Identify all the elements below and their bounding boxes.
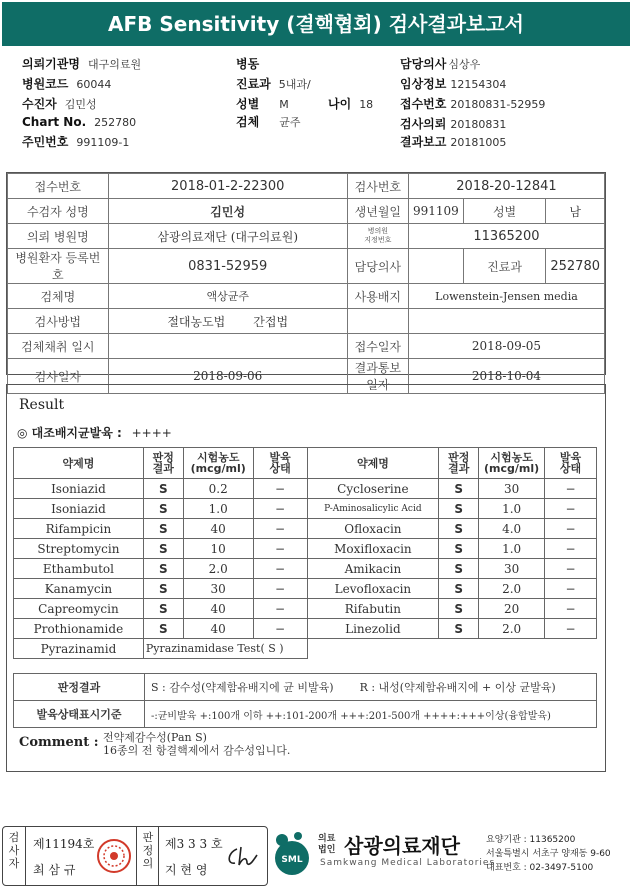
drug-result: S: [439, 619, 479, 639]
patient-sex: 남: [546, 199, 605, 224]
examiner-label: 검사자: [8, 831, 20, 870]
drug-result: S: [143, 479, 183, 499]
table-row: [14, 701, 597, 728]
drug-result: S: [143, 539, 183, 559]
report-date: 2018-10-04: [408, 359, 604, 394]
drug-name: Moxifloxacin: [307, 539, 439, 559]
header-field: 의뢰기관명 대구의료원: [22, 57, 142, 71]
drug-name: Pyrazinamid: [14, 639, 144, 659]
header-field: 검체 균주: [236, 115, 301, 129]
footer: [2, 826, 630, 888]
drug-result: S: [439, 519, 479, 539]
drug-growth: −: [545, 519, 597, 539]
column-header: 약제명: [14, 448, 144, 479]
examiner-name: 최 삼 규: [33, 863, 76, 877]
comment-text: 전약제감수성(Pan S) 16종의 전 항결핵제에서 감수성입니다.: [103, 731, 291, 757]
patient-name: 김민성: [108, 199, 347, 224]
drug-growth: −: [253, 479, 307, 499]
drug-conc: 2.0: [479, 579, 545, 599]
drug-name: Amikacin: [307, 559, 439, 579]
drug-conc: 4.0: [479, 519, 545, 539]
drug-result: S: [439, 599, 479, 619]
drug-conc: 10: [183, 539, 253, 559]
drug-growth: −: [253, 519, 307, 539]
table-row: [14, 599, 597, 619]
drug-conc: 2.0: [479, 619, 545, 639]
signature-box: [2, 826, 268, 886]
org-address: 서울특별시 서초구 양재동 9-60: [486, 849, 611, 859]
drug-conc: 40: [183, 619, 253, 639]
legend-label: 판정결과: [14, 674, 145, 701]
table-row: [14, 619, 597, 639]
legend-table: [13, 673, 597, 728]
receipt-date: 2018-09-05: [408, 334, 604, 359]
drug-result: S: [439, 479, 479, 499]
table-row: [8, 174, 605, 199]
header-field: 담당의사 심상우: [400, 57, 481, 71]
header-field: 병동: [236, 57, 260, 71]
drug-conc: 0.2: [183, 479, 253, 499]
drug-conc: 1.0: [479, 499, 545, 519]
column-header: 약제명: [307, 448, 439, 479]
table-row: [8, 224, 605, 249]
header-field: 병원코드 60044: [22, 77, 112, 91]
control-growth: ◎ 대조배지균발육 : ++++: [17, 426, 172, 440]
receipt-number: 2018-01-2-22300: [108, 174, 347, 199]
header-field: 수진자 김민성: [22, 97, 97, 111]
legend-label: 발육상태표시기준: [14, 701, 145, 728]
drug-conc: 30: [479, 559, 545, 579]
legend-value: -:균비발육 +:100개 이하 ++:101-200개 +++:201-500개 ++++:+++이상(융합발육): [145, 701, 597, 728]
drug-name: Cycloserine: [307, 479, 439, 499]
header-field: 주민번호 991109-1: [22, 135, 130, 149]
header-field-age: 나이 18: [328, 97, 374, 111]
drug-growth: −: [545, 499, 597, 519]
info-label: 수검자 성명: [8, 199, 109, 224]
drug-name: Isoniazid: [14, 479, 144, 499]
column-header: 발육 상태: [545, 448, 597, 479]
info-label: 결과통보일자: [347, 359, 408, 394]
table-row: [14, 639, 597, 659]
drug-result: S: [143, 619, 183, 639]
drug-name: Levofloxacin: [307, 579, 439, 599]
sml-text: SML: [281, 855, 303, 865]
drug-growth: −: [253, 599, 307, 619]
collection-date: [108, 334, 347, 359]
drug-name: Capreomycin: [14, 599, 144, 619]
drug-growth: −: [253, 539, 307, 559]
drug-name: Rifabutin: [307, 599, 439, 619]
table-row: [8, 199, 605, 224]
report-title: AFB Sensitivity (결핵협회) 검사결과보고서: [2, 2, 630, 46]
info-label: 접수번호: [8, 174, 109, 199]
registration-number: 0831-52959: [108, 249, 347, 284]
confirmer-name: 지 현 영: [165, 863, 208, 877]
drug-name: Kanamycin: [14, 579, 144, 599]
info-label: 진료과: [463, 249, 546, 284]
signature-icon: [225, 845, 261, 869]
info-label: 병원환자 등록번호: [8, 249, 109, 284]
org-name: 삼광의료재단: [344, 834, 460, 858]
table-row: [8, 249, 605, 284]
table-row: [14, 674, 597, 701]
drug-name: Linezolid: [307, 619, 439, 639]
drug-conc: 2.0: [183, 559, 253, 579]
header-field: 임상정보 12154304: [400, 77, 507, 91]
column-header: 시험농도 (mcg/ml): [183, 448, 253, 479]
drug-name: Ethambutol: [14, 559, 144, 579]
drug-name: Prothionamide: [14, 619, 144, 639]
header-field: 접수번호 20180831-52959: [400, 97, 546, 111]
pza-test: Pyrazinamidase Test( S ): [143, 639, 307, 659]
seal-icon: [95, 837, 133, 875]
info-label: 생년월일: [347, 199, 408, 224]
table-row: [14, 519, 597, 539]
table-row: [8, 309, 605, 334]
drug-growth: −: [253, 619, 307, 639]
drug-name: Isoniazid: [14, 499, 144, 519]
method: 절대농도법 간접법: [108, 309, 347, 334]
drug-result: S: [143, 579, 183, 599]
drug-result: S: [143, 519, 183, 539]
sml-logo-icon: [272, 830, 316, 878]
org-phone: 대표번호 : 02-3497-5100: [486, 863, 594, 873]
drug-growth: −: [253, 559, 307, 579]
doctor: [408, 249, 463, 284]
exam-date: 2018-09-06: [108, 359, 347, 394]
comment-label: Comment :: [19, 735, 99, 750]
drug-growth: −: [545, 479, 597, 499]
birth-date: 991109: [408, 199, 463, 224]
header-field: 성별 M: [236, 97, 289, 111]
drug-conc: 1.0: [479, 539, 545, 559]
column-header: 발육 상태: [253, 448, 307, 479]
info-label: 검체채취 일시: [8, 334, 109, 359]
column-header: 판정 결과: [143, 448, 183, 479]
drug-growth: −: [545, 559, 597, 579]
drug-conc: 20: [479, 599, 545, 619]
column-header: 시험농도 (mcg/ml): [479, 448, 545, 479]
info-label: 검사번호: [347, 174, 408, 199]
drug-result: S: [143, 499, 183, 519]
confirmer-label: 판정의: [142, 831, 154, 870]
drug-growth: −: [253, 579, 307, 599]
info-label: 사용배지: [347, 284, 408, 309]
drug-conc: 30: [183, 579, 253, 599]
drug-growth: −: [545, 619, 597, 639]
table-row: [14, 479, 597, 499]
info-label: 검체명: [8, 284, 109, 309]
info-label: 성별: [463, 199, 546, 224]
drug-growth: −: [545, 539, 597, 559]
drug-result: S: [439, 579, 479, 599]
legend-value: S : 감수성(약제함유배지에 균 비발육) R : 내성(약제함유배지에 + 이상 균발육): [145, 674, 597, 701]
result-section: [6, 384, 606, 772]
info-label: 검사방법: [8, 309, 109, 334]
drug-growth: −: [545, 579, 597, 599]
exam-number: 2018-20-12841: [408, 174, 604, 199]
table-row: [14, 539, 597, 559]
drug-conc: 1.0: [183, 499, 253, 519]
drug-growth: −: [545, 599, 597, 619]
specimen-name: 액상균주: [108, 284, 347, 309]
header-field: Chart No. 252780: [22, 115, 137, 129]
drug-name: Ofloxacin: [307, 519, 439, 539]
drug-result: S: [439, 559, 479, 579]
info-label: 병의원 지정번호: [347, 224, 408, 249]
patient-info-box: [6, 172, 606, 392]
hospital-code: 11365200: [408, 224, 604, 249]
drug-result: S: [143, 559, 183, 579]
department: 252780: [546, 249, 605, 284]
table-row: [8, 334, 605, 359]
drug-result: S: [439, 499, 479, 519]
column-header: 판정 결과: [439, 448, 479, 479]
org-english-name: Samkwang Medical Laboratories: [320, 858, 496, 868]
drug-result: S: [439, 539, 479, 559]
drug-conc: 40: [183, 599, 253, 619]
info-label: 접수일자: [347, 334, 408, 359]
medium: Lowenstein-Jensen media: [408, 284, 604, 309]
org-type: 의료 법인: [318, 834, 336, 855]
patient-info-table: [7, 173, 605, 394]
table-row: [14, 579, 597, 599]
confirmer-number: 제3 3 3 호: [165, 837, 223, 851]
drug-conc: 30: [479, 479, 545, 499]
drug-name: Rifampicin: [14, 519, 144, 539]
table-row: [8, 284, 605, 309]
table-row: [14, 499, 597, 519]
drug-result: S: [143, 599, 183, 619]
drug-name: P-Aminosalicylic Acid: [307, 499, 439, 519]
org-code: 요양기관 : 11365200: [486, 835, 576, 845]
table-row: [14, 559, 597, 579]
info-label: 담당의사: [347, 249, 408, 284]
info-label: 검사일자: [8, 359, 109, 394]
hospital-name: 삼광의료재단 (대구의료원): [108, 224, 347, 249]
header-field: 결과보고 20181005: [400, 135, 507, 149]
header-field: 진료과 5내과/: [236, 77, 311, 91]
sensitivity-table: [13, 447, 597, 659]
examiner-number: 제11194호: [33, 837, 95, 851]
result-title: Result: [19, 397, 65, 413]
info-label: 의뢰 병원명: [8, 224, 109, 249]
header-field: 검사의뢰 20180831: [400, 117, 507, 131]
drug-name: Streptomycin: [14, 539, 144, 559]
drug-growth: −: [253, 499, 307, 519]
drug-conc: 40: [183, 519, 253, 539]
table-header-row: [14, 448, 597, 479]
